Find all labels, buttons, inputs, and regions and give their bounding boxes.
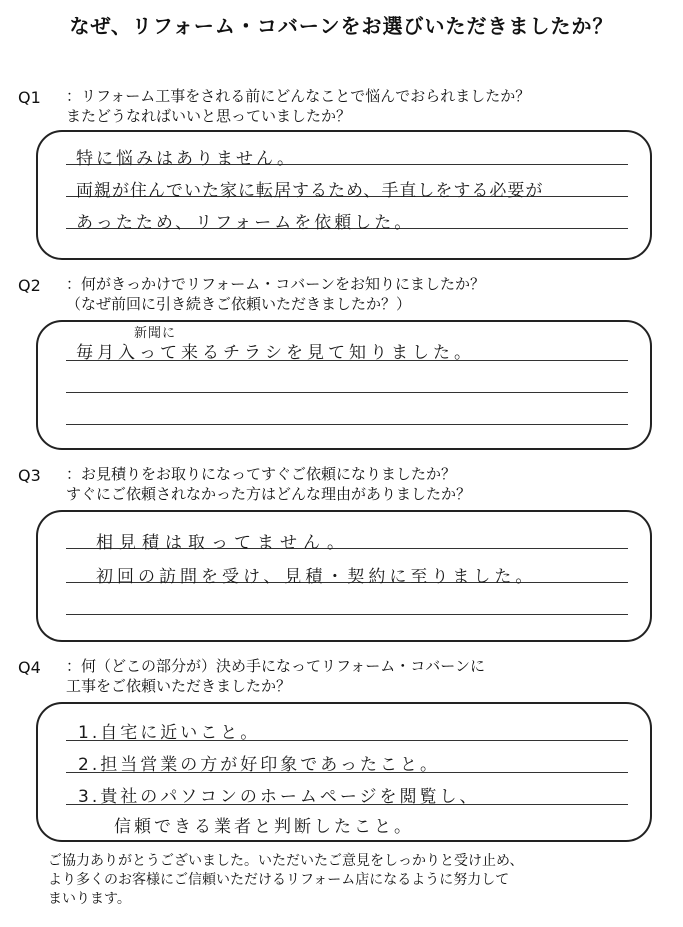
question-text-q4 bbox=[66, 656, 485, 696]
question-label-q3: Q3 bbox=[18, 466, 41, 485]
question-line: またどうなればいいと思っていましたか？ bbox=[66, 107, 352, 125]
question-line: ：何がきっかけでリフォーム・コバーンをお知りにましたか？ bbox=[66, 275, 485, 293]
rule-line bbox=[66, 392, 628, 393]
question-line: すぐにご依頼されなかった方はどんな理由がありましたか？ bbox=[66, 485, 472, 503]
closing-line: ご協力ありがとうございました。いただいたご意見をしっかりと受け止め、 bbox=[48, 853, 524, 869]
handwritten-answer: 1.自宅に近いこと。 bbox=[78, 723, 261, 743]
question-text-q3 bbox=[66, 464, 471, 504]
closing-line: より多くのお客様にご信頼いただけるリフォーム店になるように努力して bbox=[48, 872, 510, 888]
handwritten-answer: 2.担当営業の方が好印象であったこと。 bbox=[78, 755, 441, 775]
answer-box-q1 bbox=[36, 130, 652, 260]
handwritten-answer: 特に悩みはありません。 bbox=[76, 149, 298, 169]
answer-box-q3 bbox=[36, 510, 652, 642]
question-label-q2: Q2 bbox=[18, 276, 41, 295]
handwritten-answer: 初回の訪問を受け、見積・契約に至りました。 bbox=[96, 567, 537, 587]
question-line: ：リフォーム工事をされる前にどんなことで悩んでおられましたか？ bbox=[66, 87, 531, 105]
question-line: （なぜ前回に引き続きご依頼いただきましたか？） bbox=[66, 295, 412, 313]
question-label-q1: Q1 bbox=[18, 88, 41, 107]
handwritten-answer: 毎月入って来るチラシを見て知りました。 bbox=[76, 343, 475, 363]
question-text-q2 bbox=[66, 274, 485, 314]
question-line: ：お見積りをお取りになってすぐご依頼になりましたか？ bbox=[66, 465, 457, 483]
answer-box-q4 bbox=[36, 702, 652, 842]
question-line: ：何（どこの部分が）決め手になってリフォーム・コバーンに bbox=[66, 657, 485, 675]
answer-box-q2 bbox=[36, 320, 652, 450]
question-text-q1 bbox=[66, 86, 530, 126]
handwritten-answer: 3.貴社のパソコンのホームページを閲覧し、 bbox=[78, 787, 480, 807]
closing-message bbox=[48, 852, 648, 909]
rule-line bbox=[66, 614, 628, 615]
handwritten-answer: 信頼できる業者と判断したこと。 bbox=[114, 817, 414, 837]
page-title: なぜ、リフォーム・コバーンをお選びいただきましたか？ bbox=[69, 14, 614, 38]
rule-line bbox=[66, 424, 628, 425]
handwritten-answer: あったため、リフォームを依頼した。 bbox=[76, 213, 415, 233]
handwritten-answer: 両親が住んでいた家に転居するため、手直しをする必要が bbox=[76, 181, 544, 201]
question-line: 工事をご依頼いただきましたか？ bbox=[66, 677, 292, 695]
handwritten-insertion: 新聞に bbox=[134, 326, 177, 341]
question-label-q4: Q4 bbox=[18, 658, 41, 677]
handwritten-answer: 相見積は取ってません。 bbox=[96, 533, 351, 553]
closing-line: まいります。 bbox=[48, 891, 131, 907]
